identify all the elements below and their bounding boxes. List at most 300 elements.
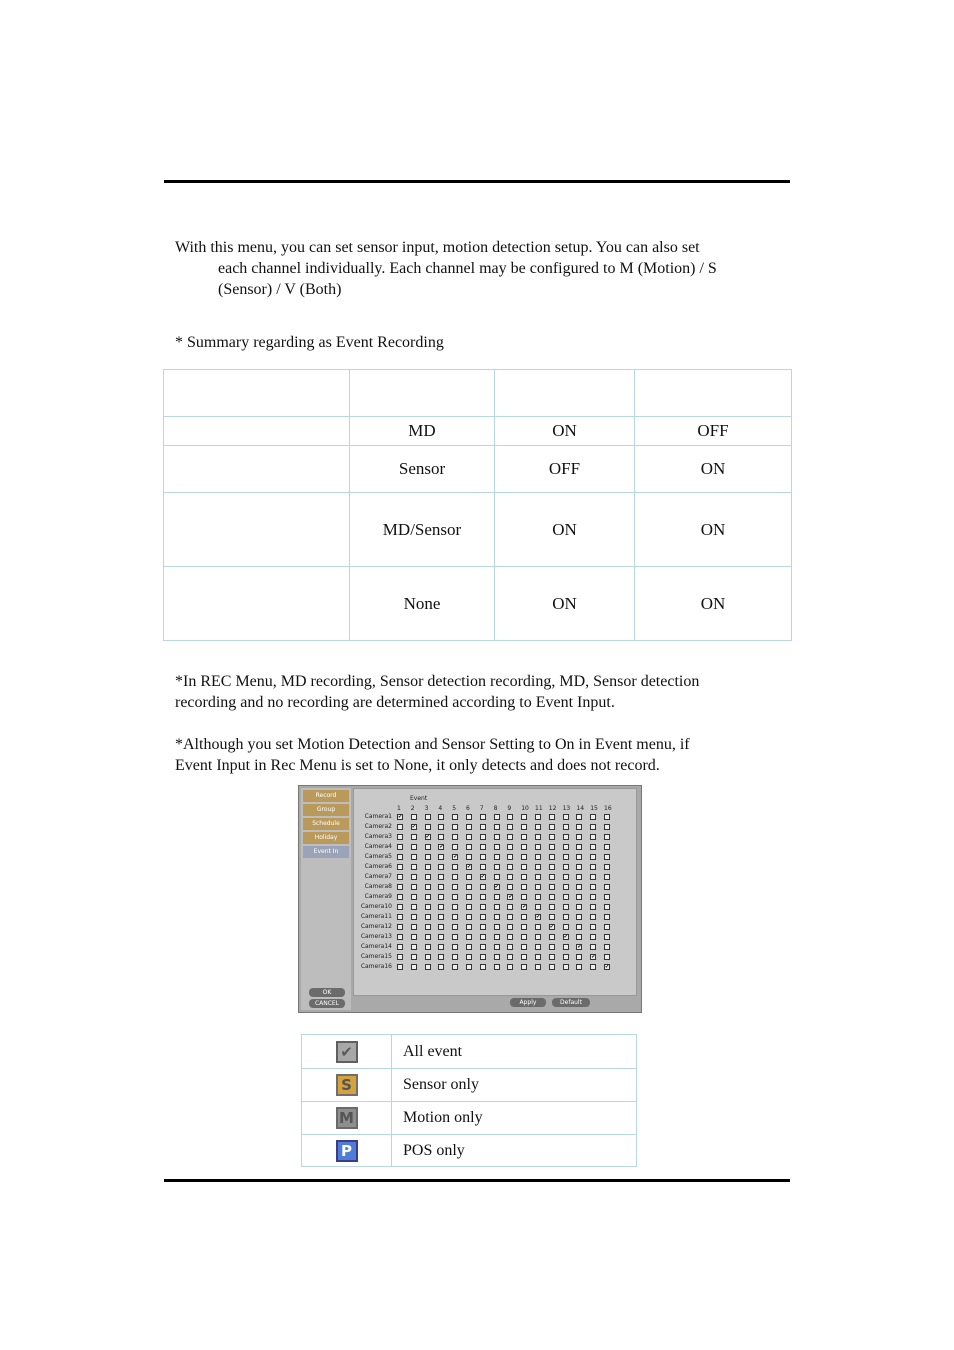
event-checkbox[interactable] (494, 904, 500, 910)
event-checkbox[interactable] (549, 834, 555, 840)
event-checkbox[interactable] (576, 904, 582, 910)
event-checkbox[interactable] (521, 934, 527, 940)
event-checkbox[interactable] (576, 954, 582, 960)
event-checkbox[interactable] (466, 854, 472, 860)
ok-button[interactable]: OK (309, 988, 345, 997)
event-checkbox[interactable] (507, 854, 513, 860)
event-checkbox[interactable]: ✔ (563, 934, 568, 940)
event-checkbox[interactable] (411, 944, 417, 950)
event-checkbox[interactable] (397, 894, 403, 900)
event-checkbox[interactable] (466, 874, 472, 880)
event-checkbox[interactable] (507, 814, 513, 820)
event-checkbox[interactable]: ✔ (508, 894, 513, 900)
event-checkbox[interactable] (535, 944, 541, 950)
event-checkbox[interactable] (576, 824, 582, 830)
event-checkbox[interactable]: ✔ (591, 954, 596, 960)
event-checkbox[interactable] (576, 964, 582, 970)
event-checkbox[interactable] (494, 844, 500, 850)
legend-label: POS only (392, 1135, 637, 1167)
event-checkbox[interactable] (494, 964, 500, 970)
event-checkbox[interactable] (438, 934, 444, 940)
event-checkbox[interactable] (549, 954, 555, 960)
event-checkbox[interactable] (480, 884, 486, 890)
event-checkbox[interactable] (480, 924, 486, 930)
event-checkbox[interactable] (411, 954, 417, 960)
event-checkbox[interactable] (507, 904, 513, 910)
event-checkbox[interactable]: ✔ (549, 924, 554, 930)
event-checkbox[interactable] (480, 854, 486, 860)
event-checkbox[interactable] (494, 954, 500, 960)
event-checkbox[interactable] (480, 964, 486, 970)
event-checkbox[interactable] (521, 854, 527, 860)
event-checkbox[interactable] (590, 884, 596, 890)
event-checkbox[interactable]: ✔ (480, 874, 485, 880)
camera-label: Camera15 (360, 953, 392, 960)
event-checkbox[interactable] (576, 884, 582, 890)
event-checkbox[interactable] (549, 854, 555, 860)
event-column-header: 10 (521, 805, 529, 812)
note-rec-menu-line-2: recording and no recording are determined according to Event Input. (175, 694, 615, 711)
note-event-input-line-1: *Although you set Motion Detection and Sensor Setting to On in Event menu, if (175, 736, 690, 753)
legend-row (302, 1035, 637, 1069)
event-checkbox[interactable] (604, 884, 610, 890)
camera-label: Camera9 (364, 893, 392, 900)
event-checkbox[interactable] (452, 904, 458, 910)
event-checkbox[interactable] (425, 874, 431, 880)
event-checkbox[interactable] (604, 924, 610, 930)
event-checkbox[interactable] (576, 864, 582, 870)
event-checkbox[interactable] (411, 834, 417, 840)
event-checkbox[interactable] (438, 944, 444, 950)
event-checkbox[interactable] (480, 814, 486, 820)
table-cell: ON (635, 493, 792, 567)
event-checkbox[interactable] (466, 844, 472, 850)
event-checkbox[interactable] (494, 864, 500, 870)
event-checkbox[interactable] (466, 924, 472, 930)
apply-button[interactable]: Apply (510, 998, 546, 1007)
event-checkbox[interactable] (521, 824, 527, 830)
event-checkbox[interactable] (480, 954, 486, 960)
event-checkbox[interactable] (535, 854, 541, 860)
event-checkbox[interactable] (397, 924, 403, 930)
event-checkbox[interactable] (466, 894, 472, 900)
intro-paragraph (175, 237, 775, 300)
event-checkbox[interactable] (466, 944, 472, 950)
event-checkbox[interactable] (535, 824, 541, 830)
table-row (164, 417, 792, 446)
event-checkbox[interactable] (535, 904, 541, 910)
event-checkbox[interactable] (494, 834, 500, 840)
event-checkbox[interactable] (438, 824, 444, 830)
camera-label: Camera10 (360, 903, 392, 910)
event-checkbox[interactable] (563, 864, 569, 870)
tab-schedule[interactable]: Schedule (303, 818, 349, 830)
event-checkbox[interactable] (604, 894, 610, 900)
event-checkbox[interactable] (604, 844, 610, 850)
tab-group[interactable]: Group (303, 804, 349, 816)
event-checkbox[interactable] (590, 904, 596, 910)
event-checkbox[interactable] (425, 864, 431, 870)
event-checkbox[interactable] (604, 954, 610, 960)
event-checkbox[interactable] (563, 924, 569, 930)
event-checkbox[interactable] (521, 834, 527, 840)
event-checkbox[interactable] (466, 904, 472, 910)
event-checkbox[interactable] (590, 924, 596, 930)
event-checkbox[interactable] (535, 834, 541, 840)
event-checkbox[interactable] (452, 874, 458, 880)
event-checkbox[interactable] (507, 844, 513, 850)
event-checkbox[interactable]: ✔ (439, 844, 444, 850)
event-checkbox[interactable] (604, 904, 610, 910)
event-checkbox[interactable] (563, 824, 569, 830)
event-checkbox[interactable] (549, 874, 555, 880)
event-checkbox[interactable]: ✔ (494, 884, 499, 890)
event-checkbox[interactable] (397, 904, 403, 910)
event-checkbox[interactable] (425, 814, 431, 820)
event-checkbox[interactable] (480, 914, 486, 920)
event-checkbox[interactable] (549, 914, 555, 920)
event-checkbox[interactable]: ✔ (605, 964, 610, 970)
event-checkbox[interactable] (576, 814, 582, 820)
table-cell (350, 370, 495, 417)
event-checkbox[interactable] (494, 854, 500, 860)
tab-event-in[interactable]: Event In (303, 846, 349, 858)
event-checkbox[interactable] (425, 884, 431, 890)
event-checkbox[interactable] (452, 884, 458, 890)
event-checkbox[interactable] (438, 904, 444, 910)
event-checkbox[interactable] (425, 954, 431, 960)
event-checkbox[interactable] (494, 924, 500, 930)
event-checkbox[interactable] (590, 814, 596, 820)
event-checkbox[interactable] (507, 884, 513, 890)
event-checkbox[interactable] (452, 914, 458, 920)
event-checkbox[interactable] (466, 914, 472, 920)
event-checkbox[interactable] (604, 944, 610, 950)
event-checkbox[interactable] (466, 934, 472, 940)
event-checkbox[interactable] (604, 854, 610, 860)
event-checkbox[interactable] (494, 894, 500, 900)
event-checkbox[interactable] (494, 814, 500, 820)
event-checkbox[interactable] (411, 864, 417, 870)
event-checkbox[interactable] (397, 944, 403, 950)
event-checkbox[interactable] (521, 964, 527, 970)
event-checkbox[interactable] (411, 914, 417, 920)
event-checkbox[interactable] (507, 914, 513, 920)
event-checkbox[interactable] (590, 914, 596, 920)
event-checkbox[interactable] (563, 894, 569, 900)
event-checkbox[interactable] (397, 914, 403, 920)
event-checkbox[interactable] (411, 964, 417, 970)
event-column-header: 12 (548, 805, 557, 812)
camera-label: Camera7 (364, 873, 392, 880)
event-checkbox[interactable] (452, 954, 458, 960)
event-checkbox[interactable] (535, 884, 541, 890)
event-checkbox[interactable] (411, 924, 417, 930)
event-checkbox[interactable] (563, 954, 569, 960)
event-checkbox[interactable] (563, 834, 569, 840)
event-checkbox[interactable] (397, 964, 403, 970)
event-checkbox[interactable] (425, 904, 431, 910)
event-checkbox[interactable] (466, 834, 472, 840)
table-cell (635, 370, 792, 417)
camera-label: Camera6 (364, 863, 392, 870)
event-checkbox[interactable] (590, 874, 596, 880)
event-checkbox[interactable] (452, 814, 458, 820)
event-checkbox[interactable] (563, 884, 569, 890)
event-checkbox[interactable] (494, 944, 500, 950)
event-checkbox[interactable] (521, 924, 527, 930)
event-checkbox[interactable] (576, 844, 582, 850)
event-column-header: 6 (466, 805, 470, 812)
event-checkbox[interactable] (397, 934, 403, 940)
event-checkbox[interactable]: ✔ (425, 834, 430, 840)
event-checkbox[interactable] (480, 904, 486, 910)
event-checkbox[interactable] (480, 934, 486, 940)
event-checkbox[interactable] (466, 964, 472, 970)
event-checkbox[interactable] (494, 934, 500, 940)
event-checkbox[interactable]: ✔ (467, 864, 472, 870)
event-checkbox[interactable] (466, 824, 472, 830)
event-checkbox[interactable] (397, 854, 403, 860)
event-checkbox[interactable] (452, 964, 458, 970)
event-checkbox[interactable] (438, 874, 444, 880)
event-checkbox[interactable] (397, 954, 403, 960)
event-checkbox[interactable] (411, 894, 417, 900)
event-checkbox[interactable]: ✔ (398, 814, 403, 820)
event-checkbox[interactable]: ✔ (411, 824, 416, 830)
event-checkbox[interactable] (411, 884, 417, 890)
event-checkbox[interactable] (411, 854, 417, 860)
event-checkbox[interactable] (576, 874, 582, 880)
event-checkbox[interactable] (590, 824, 596, 830)
motion-m-icon: M (336, 1107, 358, 1129)
event-checkbox[interactable] (521, 844, 527, 850)
event-checkbox[interactable] (507, 874, 513, 880)
event-checkbox[interactable] (549, 944, 555, 950)
event-checkbox[interactable] (425, 854, 431, 860)
event-checkbox[interactable] (397, 874, 403, 880)
event-checkbox[interactable] (549, 904, 555, 910)
event-checkbox[interactable] (452, 944, 458, 950)
event-checkbox[interactable] (466, 954, 472, 960)
default-button[interactable]: Default (552, 998, 590, 1007)
event-checkbox[interactable] (563, 964, 569, 970)
event-checkbox[interactable] (425, 824, 431, 830)
event-checkbox[interactable]: ✔ (453, 854, 458, 860)
event-checkbox[interactable] (452, 844, 458, 850)
event-column-header: 7 (479, 805, 484, 812)
event-checkbox[interactable] (480, 864, 486, 870)
event-checkbox[interactable] (480, 834, 486, 840)
event-checkbox[interactable]: ✔ (536, 914, 541, 920)
event-checkbox[interactable] (411, 814, 417, 820)
event-checkbox[interactable] (425, 914, 431, 920)
event-checkbox[interactable] (452, 824, 458, 830)
event-checkbox[interactable] (549, 864, 555, 870)
event-checkbox[interactable] (576, 934, 582, 940)
event-checkbox[interactable] (438, 954, 444, 960)
event-checkbox[interactable] (438, 914, 444, 920)
event-checkbox[interactable] (590, 844, 596, 850)
event-checkbox[interactable] (563, 874, 569, 880)
table-cell: MD/Sensor (350, 493, 495, 567)
event-checkbox[interactable] (494, 824, 500, 830)
event-checkbox[interactable] (535, 814, 541, 820)
event-checkbox[interactable] (590, 854, 596, 860)
event-checkbox[interactable] (507, 864, 513, 870)
summary-heading: * Summary regarding as Event Recording (175, 334, 444, 351)
event-checkbox[interactable] (535, 864, 541, 870)
event-checkbox[interactable] (425, 924, 431, 930)
event-checkbox[interactable] (438, 814, 444, 820)
event-checkbox[interactable] (521, 954, 527, 960)
table-cell (164, 493, 350, 567)
event-checkbox[interactable] (590, 834, 596, 840)
event-checkbox[interactable] (425, 894, 431, 900)
event-checkbox[interactable] (411, 934, 417, 940)
event-checkbox[interactable] (452, 934, 458, 940)
event-checkbox[interactable] (425, 934, 431, 940)
event-checkbox[interactable] (576, 894, 582, 900)
event-checkbox[interactable] (576, 924, 582, 930)
event-checkbox[interactable] (604, 834, 610, 840)
event-checkbox[interactable] (604, 824, 610, 830)
event-checkbox[interactable] (397, 834, 403, 840)
event-checkbox[interactable] (425, 944, 431, 950)
event-checkbox[interactable] (563, 844, 569, 850)
event-checkbox[interactable] (507, 964, 513, 970)
event-checkbox[interactable] (507, 834, 513, 840)
event-checkbox[interactable] (507, 934, 513, 940)
event-checkbox[interactable] (411, 844, 417, 850)
event-checkbox[interactable] (452, 834, 458, 840)
event-checkbox[interactable] (549, 934, 555, 940)
event-checkbox[interactable] (521, 864, 527, 870)
sensor-s-icon: S (336, 1074, 358, 1096)
event-checkbox[interactable] (438, 884, 444, 890)
event-checkbox[interactable] (438, 854, 444, 860)
event-checkbox[interactable] (604, 874, 610, 880)
event-checkbox[interactable] (535, 894, 541, 900)
event-checkbox[interactable] (604, 914, 610, 920)
event-checkbox[interactable] (549, 884, 555, 890)
event-checkbox[interactable] (397, 884, 403, 890)
event-checkbox[interactable] (604, 864, 610, 870)
note-event-input-line-2: Event Input in Rec Menu is set to None, it only detects and does not record. (175, 757, 660, 774)
event-checkbox[interactable] (576, 854, 582, 860)
event-checkbox[interactable] (549, 964, 555, 970)
legend-row (302, 1102, 637, 1135)
event-checkbox[interactable] (563, 914, 569, 920)
event-checkbox[interactable] (452, 864, 458, 870)
event-checkbox[interactable] (438, 834, 444, 840)
tab-holiday[interactable]: Holiday (303, 832, 349, 844)
event-checkbox[interactable] (535, 954, 541, 960)
event-checkbox[interactable] (438, 964, 444, 970)
event-checkbox[interactable] (397, 844, 403, 850)
event-checkbox[interactable] (590, 864, 596, 870)
event-checkbox[interactable] (507, 944, 513, 950)
event-checkbox[interactable] (563, 944, 569, 950)
event-checkbox[interactable] (521, 944, 527, 950)
event-checkbox[interactable] (425, 964, 431, 970)
event-checkbox[interactable] (590, 964, 596, 970)
event-checkbox[interactable] (438, 924, 444, 930)
intro-line-3: (Sensor) / V (Both) (218, 281, 342, 298)
event-checkbox[interactable] (452, 924, 458, 930)
event-checkbox[interactable] (521, 894, 527, 900)
camera-label: Camera2 (364, 823, 392, 830)
event-checkbox[interactable] (590, 944, 596, 950)
event-checkbox[interactable] (549, 844, 555, 850)
event-checkbox[interactable]: ✔ (577, 944, 582, 950)
table-cell: ON (635, 446, 792, 493)
event-checkbox[interactable] (576, 914, 582, 920)
event-checkbox[interactable] (452, 894, 458, 900)
event-checkbox[interactable] (466, 884, 472, 890)
event-checkbox[interactable] (590, 934, 596, 940)
event-checkbox[interactable] (507, 924, 513, 930)
event-checkbox[interactable] (535, 874, 541, 880)
event-column-header: 8 (493, 805, 498, 812)
event-checkbox[interactable] (521, 884, 527, 890)
event-checkbox[interactable] (397, 824, 403, 830)
event-checkbox[interactable] (397, 864, 403, 870)
event-checkbox[interactable] (521, 874, 527, 880)
event-checkbox[interactable] (411, 874, 417, 880)
event-checkbox[interactable] (549, 894, 555, 900)
event-checkbox[interactable] (521, 814, 527, 820)
event-checkbox[interactable] (604, 934, 610, 940)
event-checkbox[interactable] (494, 914, 500, 920)
event-checkbox[interactable] (576, 834, 582, 840)
event-checkbox[interactable] (590, 894, 596, 900)
event-checkbox[interactable] (494, 874, 500, 880)
event-checkbox[interactable] (563, 854, 569, 860)
table-cell: Sensor (350, 446, 495, 493)
event-checkbox[interactable] (466, 814, 472, 820)
event-column-header: 13 (562, 805, 571, 812)
event-checkbox[interactable]: ✔ (522, 904, 527, 910)
event-checkbox[interactable] (535, 844, 541, 850)
event-checkbox[interactable] (480, 824, 486, 830)
event-checkbox[interactable] (411, 904, 417, 910)
event-checkbox[interactable] (549, 824, 555, 830)
event-checkbox[interactable] (480, 844, 486, 850)
event-checkbox[interactable] (549, 814, 555, 820)
event-checkbox[interactable] (507, 954, 513, 960)
cancel-button[interactable]: CANCEL (309, 999, 345, 1008)
event-checkbox[interactable] (507, 824, 513, 830)
event-checkbox[interactable] (535, 924, 541, 930)
event-checkbox[interactable] (425, 844, 431, 850)
table-cell (495, 370, 635, 417)
legend-row (302, 1135, 637, 1167)
event-checkbox[interactable] (563, 814, 569, 820)
camera-label: Camera4 (364, 843, 392, 850)
event-checkbox[interactable] (438, 864, 444, 870)
event-checkbox[interactable] (563, 904, 569, 910)
event-checkbox[interactable] (438, 894, 444, 900)
tab-record[interactable]: Record (303, 790, 349, 802)
event-checkbox[interactable] (535, 934, 541, 940)
event-checkbox[interactable] (480, 894, 486, 900)
check-icon: ✔ (336, 1041, 358, 1063)
event-checkbox[interactable] (480, 944, 486, 950)
event-checkbox[interactable] (521, 914, 527, 920)
event-checkbox[interactable] (604, 814, 610, 820)
event-checkbox[interactable] (535, 964, 541, 970)
